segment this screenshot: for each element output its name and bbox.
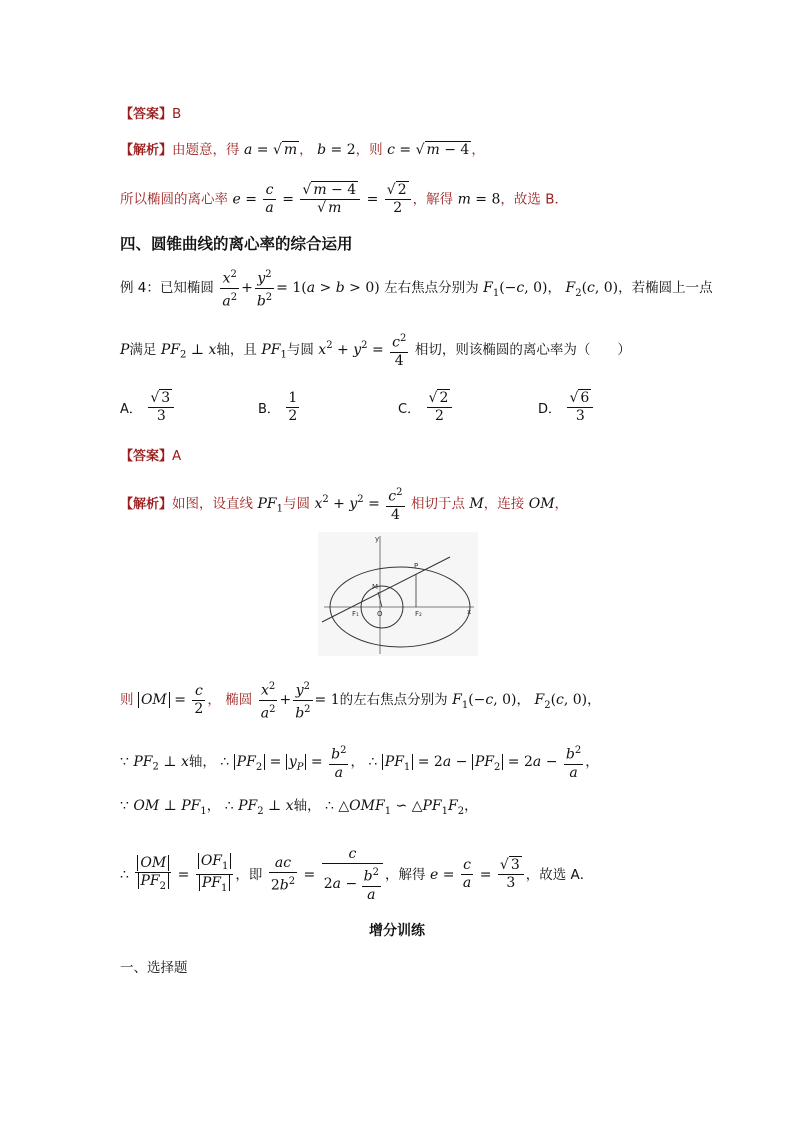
analysis2-line-1: 【解析】如图，设直线 $PF_1$与圆 $x^2 + y^2$ = $\frac{c^2}{4}$ 相切于点 M，连接 OM，: [120, 487, 569, 523]
option-b: B． $\frac{1}{2}$: [258, 390, 298, 424]
bottom-heading: 增分训练: [369, 923, 425, 939]
label-f1: F₁: [352, 610, 359, 618]
option-d: D． $\frac{√ 6}{3}$: [538, 390, 595, 425]
answer-value: B: [172, 106, 182, 122]
label-o: O: [377, 610, 383, 618]
section-heading: 四、圆锥曲线的离心率的综合运用: [120, 235, 353, 253]
label-y: y: [375, 535, 380, 543]
step-2: ∵ $PF_2$ ⊥ x轴， ∴ $PF_2 = y_P$ = $\frac{b^2}{a}$ ， ∴ $PF_1 = 2a - PF_2 = 2a$ − $\frac{b^2}{a}$ ，: [120, 745, 599, 781]
answer-line-1: [120, 104, 181, 125]
step-1: 则 OM = $\frac{c}{2}$ ， 椭圆 $\frac{x^2}{a^2}$ + $\frac{y^2}{b^2}$ = 1的左右焦点分别为 $F_1(-c$, 0)， $F_2(c$, 0)，: [120, 681, 601, 722]
analysis-tag: 【解析】: [120, 143, 173, 158]
bottom-subheading: 一、选择题: [120, 960, 188, 976]
label-f2: F₂: [415, 610, 422, 618]
option-a: A． $\frac{√ 3}{3}$: [120, 390, 176, 425]
step-4: ∴ $\frac{OM}{PF_2}$ = $\frac{OF_1}{PF_1}$ ，即 $\frac{ac}{2b^2}$ = c 2a − $\frac{b^2}{a}$ ，解得 e = $\frac{c}{a}$ = $\frac{√ 3}{3}$ ，故选 A．: [120, 846, 594, 903]
example-line-1: 例 4：已知椭圆 $\frac{x^2}{a^2}$ + $\frac{y^2}{b^2}$ = 1(a > b > 0) 左右焦点分别为 $F_1(-c$, 0)， $F_2(c$, 0)，若椭圆上一点: [120, 269, 713, 310]
ellipse-figure: [318, 532, 478, 656]
analysis-line-1: 【解析】由题意，得 a = √ m ， b = 2，则 c = √ m − 4 ，: [120, 142, 485, 158]
option-c: C． $\frac{√ 2}{2}$: [398, 390, 454, 425]
label-x: x: [467, 608, 472, 616]
answer-line-2: 【答案】A: [120, 448, 182, 464]
label-m: M: [372, 583, 379, 591]
answer-tag: 【答案】: [120, 107, 173, 122]
label-p: P: [414, 562, 419, 570]
example-line-2: P满足 $PF_2$ ⊥ x轴，且 $PF_1$与圆 $x^2 + y^2$ = $\frac{c^2}{4}$ 相切，则该椭圆的离心率为（ ）: [120, 333, 631, 369]
analysis-line-2: 所以椭圆的离心率 e = $\frac{c}{a}$ = $\frac{√ m - 4}{√ m}$ = $\frac{√ 2}{2}$ ，解得 m = 8，故选 B．: [120, 182, 568, 216]
step-3: ∵ OM ⊥ $PF_1$， ∴ $PF_2$ ⊥ x轴， ∴ $\triangle OMF_1$ ∽ $\triangle PF_1F_2$，: [120, 798, 478, 817]
